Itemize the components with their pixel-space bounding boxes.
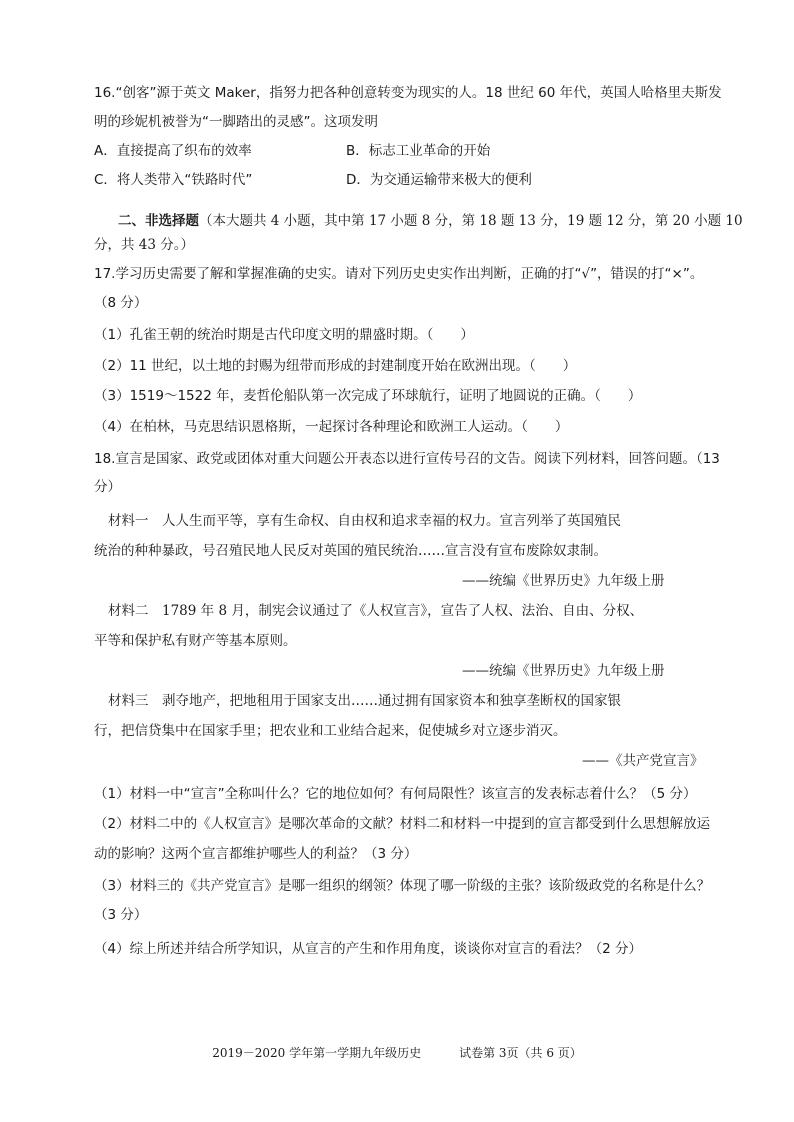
q16-option-d: D．为交通运输带来极大的便利 [346,172,532,188]
q17-item-3: （3）1519～1522 年，麦哲伦船队第一次完成了环球航行，证明了地圆说的正确。（ ） [94,388,642,404]
material2-source: ——统编《世界历史》九年级上册 [462,663,665,679]
q16-stem-line1: 16.“创客”源于英文 Maker，指努力把各种创意转变为现实的人。18 世纪 60 年代，英国人哈格里夫斯发 [94,85,722,101]
q18-question-3-line2: （3 分） [94,907,148,923]
material2-line2: 平等和保护私有财产等基本原则。 [94,633,297,649]
material1-line2: 统治的种种暴政，号召殖民地人民反对英国的殖民统治……宣言没有宣布废除奴隶制。 [94,543,607,559]
material3-line1: 材料三 剥夺地产，把地租用于国家支出……通过拥有国家资本和独享垄断权的国家银 [108,693,621,709]
q17-item-2: （2）11 世纪，以土地的封赐为纽带而形成的封建制度开始在欧洲出现。（ ） [94,358,577,374]
q16-option-b: B．标志工业革命的开始 [346,143,491,159]
q18-question-2-line2: 动的影响？这两个宣言都维护哪些人的利益？（3 分） [94,846,418,862]
page-footer [0,1044,794,1061]
material3-source: ——《共产党宣言》 [582,753,704,769]
q16-option-a: A．直接提高了织布的效率 [94,143,252,159]
q18-stem-line2: 分） [94,479,121,495]
footer-page-number: 试卷第 3页（共 6 页） [459,1046,582,1060]
section2-desc-line1: （本大题共 4 小题，其中第 17 小题 8 分，第 18 题 13 分，19 题 12 分，第 20 小题 10 [199,213,743,229]
q17-stem-line1: 17.学习历史需要了解和掌握准确的史实。请对下列历史史实作出判断，正确的打“√”，错误的打“×”。 [94,266,704,282]
q17-stem-line2: （8 分） [94,295,148,311]
q16-stem-line2: 明的珍妮机被誉为“一脚踏出的灵感”。这项发明 [94,114,378,130]
q18-question-2-line1: （2）材料二中的《人权宣言》是哪次革命的文献？材料二和材料一中提到的宣言都受到什么思想解放运 [94,816,711,832]
q16-option-c: C．将人类带入“铁路时代” [94,172,253,188]
material1-source: ——统编《世界历史》九年级上册 [462,573,665,589]
q18-question-4: （4）综上所述并结合所学知识，从宣言的产生和作用角度，谈谈你对宣言的看法？（2 分） [94,941,642,957]
section2-header [118,212,743,230]
section2-title: 二、非选择题 [118,213,199,229]
section2-desc-line2: 分，共 43 分。） [94,237,195,253]
material1-line1: 材料一 人人生而平等，享有生命权、自由权和追求幸福的权力。宣言列举了英国殖民 [108,513,621,529]
material2-line1: 材料二 1789 年 8 月，制宪会议通过了《人权宣言》，宣告了人权、法治、自由、分权、 [108,603,644,619]
q18-question-1: （1）材料一中“宣言”全称叫什么？它的地位如何？有何局限性？该宣言的发表标志着什么？（5 分） [94,786,697,802]
q18-question-3-line1: （3）材料三的《共产党宣言》是哪一组织的纲领？体现了哪一阶级的主张？该阶级政党的名称是什么？ [94,878,711,894]
q17-item-1: （1）孔雀王朝的统治时期是古代印度文明的鼎盛时期。（ ） [94,327,474,343]
q18-stem-line1: 18.宣言是国家、政党或团体对重大问题公开表态以进行宣传号召的文告。阅读下列材料，回答问题。（13 [94,451,720,467]
q17-item-4: （4）在柏林，马克思结识恩格斯，一起探讨各种理论和欧洲工人运动。（ ） [94,419,569,435]
material3-line2: 行，把信贷集中在国家手里；把农业和工业结合起来，促使城乡对立逐步消灭。 [94,723,567,739]
footer-exam-title: 2019－2020 学年第一学期九年级历史 [212,1046,422,1060]
